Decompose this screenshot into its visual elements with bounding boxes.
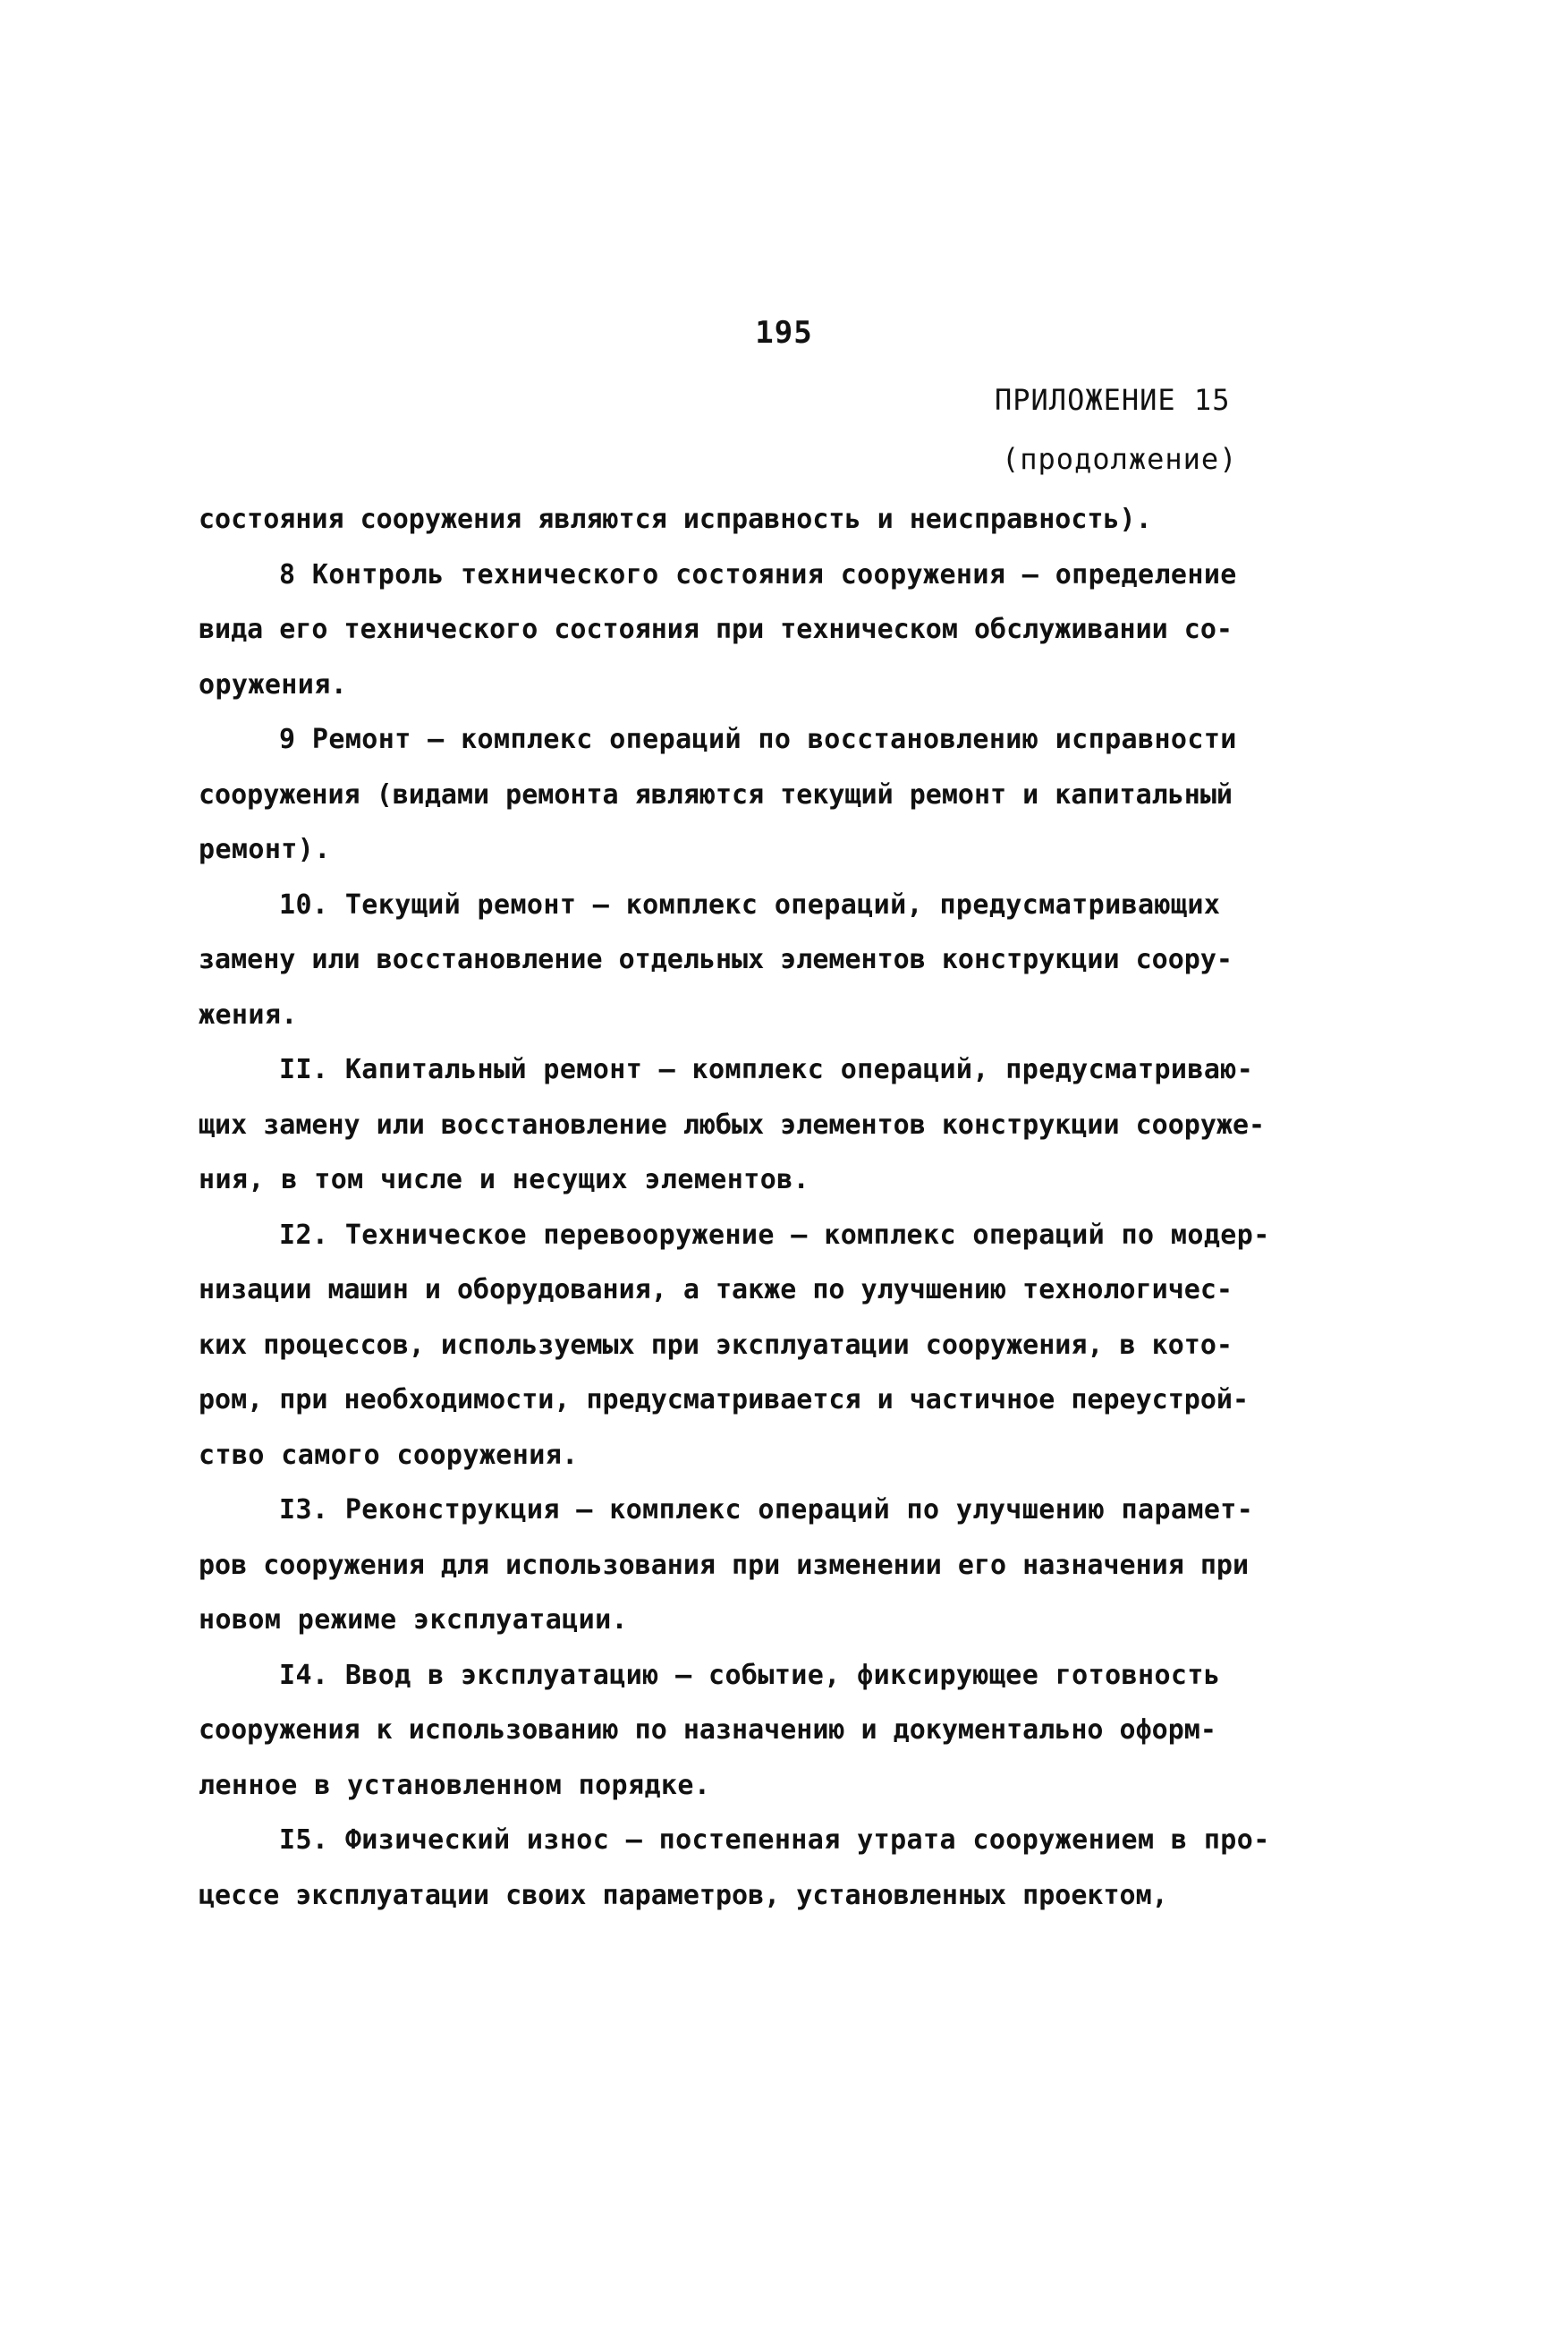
text-line: жения. [199, 999, 298, 1031]
text-line: I4. Ввод в эксплуатацию – событие, фиксирующее готовность [279, 1659, 1221, 1691]
text-line: I5. Физический износ – постепенная утрата сооружением в про- [279, 1824, 1270, 1856]
text-line: ров сооружения для использования при изменении его назначения при [199, 1549, 1249, 1581]
text-line: ремонт). [199, 834, 331, 865]
text-line: ких процессов, используемых при эксплуатации сооружения, в кото- [199, 1329, 1233, 1361]
text-line: I3. Реконструкция – комплекс операций по улучшению парамет- [279, 1494, 1254, 1526]
text-line: цессе эксплуатации своих параметров, установленных проектом, [199, 1879, 1168, 1911]
text-line: ния, в том числе и несущих элементов. [199, 1164, 810, 1195]
text-line: II. Капитальный ремонт – комплекс операций, предусматриваю- [279, 1054, 1254, 1085]
text-line: сооружения к использованию по назначению и документально оформ- [199, 1714, 1216, 1746]
text-line: оружения. [199, 668, 348, 701]
text-line: новом режиме эксплуатации. [199, 1604, 628, 1636]
text-line: низации машин и оборудования, а также по улучшению технологичес- [199, 1274, 1233, 1305]
text-line: 8 Контроль технического состояния сооружения – определение [279, 558, 1237, 591]
appendix-title: ПРИЛОЖЕНИЕ 15 [995, 383, 1231, 417]
page-number: 195 [755, 315, 813, 351]
text-line: состояния сооружения являются исправность и неисправность). [199, 504, 1152, 535]
text-line: вида его технического состояния при техническом обслуживании со- [199, 614, 1233, 645]
text-line: 10. Текущий ремонт – комплекс операций, предусматривающих [279, 888, 1221, 921]
text-line: 9 Ремонт – комплекс операций по восстановлению исправности [279, 724, 1237, 755]
text-line: ленное в установленном порядке. [199, 1769, 711, 1801]
body-text [199, 492, 1308, 1923]
text-line: I2. Техническое перевооружение – комплекс операций по модер- [279, 1219, 1270, 1251]
text-line: ром, при необходимости, предусматривается и частичное переустрой- [199, 1384, 1249, 1415]
text-line: ство самого сооружения. [199, 1439, 579, 1471]
text-line: замену или восстановление отдельных элементов конструкции соору- [199, 944, 1233, 975]
appendix-subtitle: (продолжение) [1002, 442, 1238, 476]
text-line: сооружения (видами ремонта являются текущий ремонт и капитальный [199, 778, 1233, 811]
text-line: щих замену или восстановление любых элементов конструкции сооруже- [199, 1109, 1266, 1141]
